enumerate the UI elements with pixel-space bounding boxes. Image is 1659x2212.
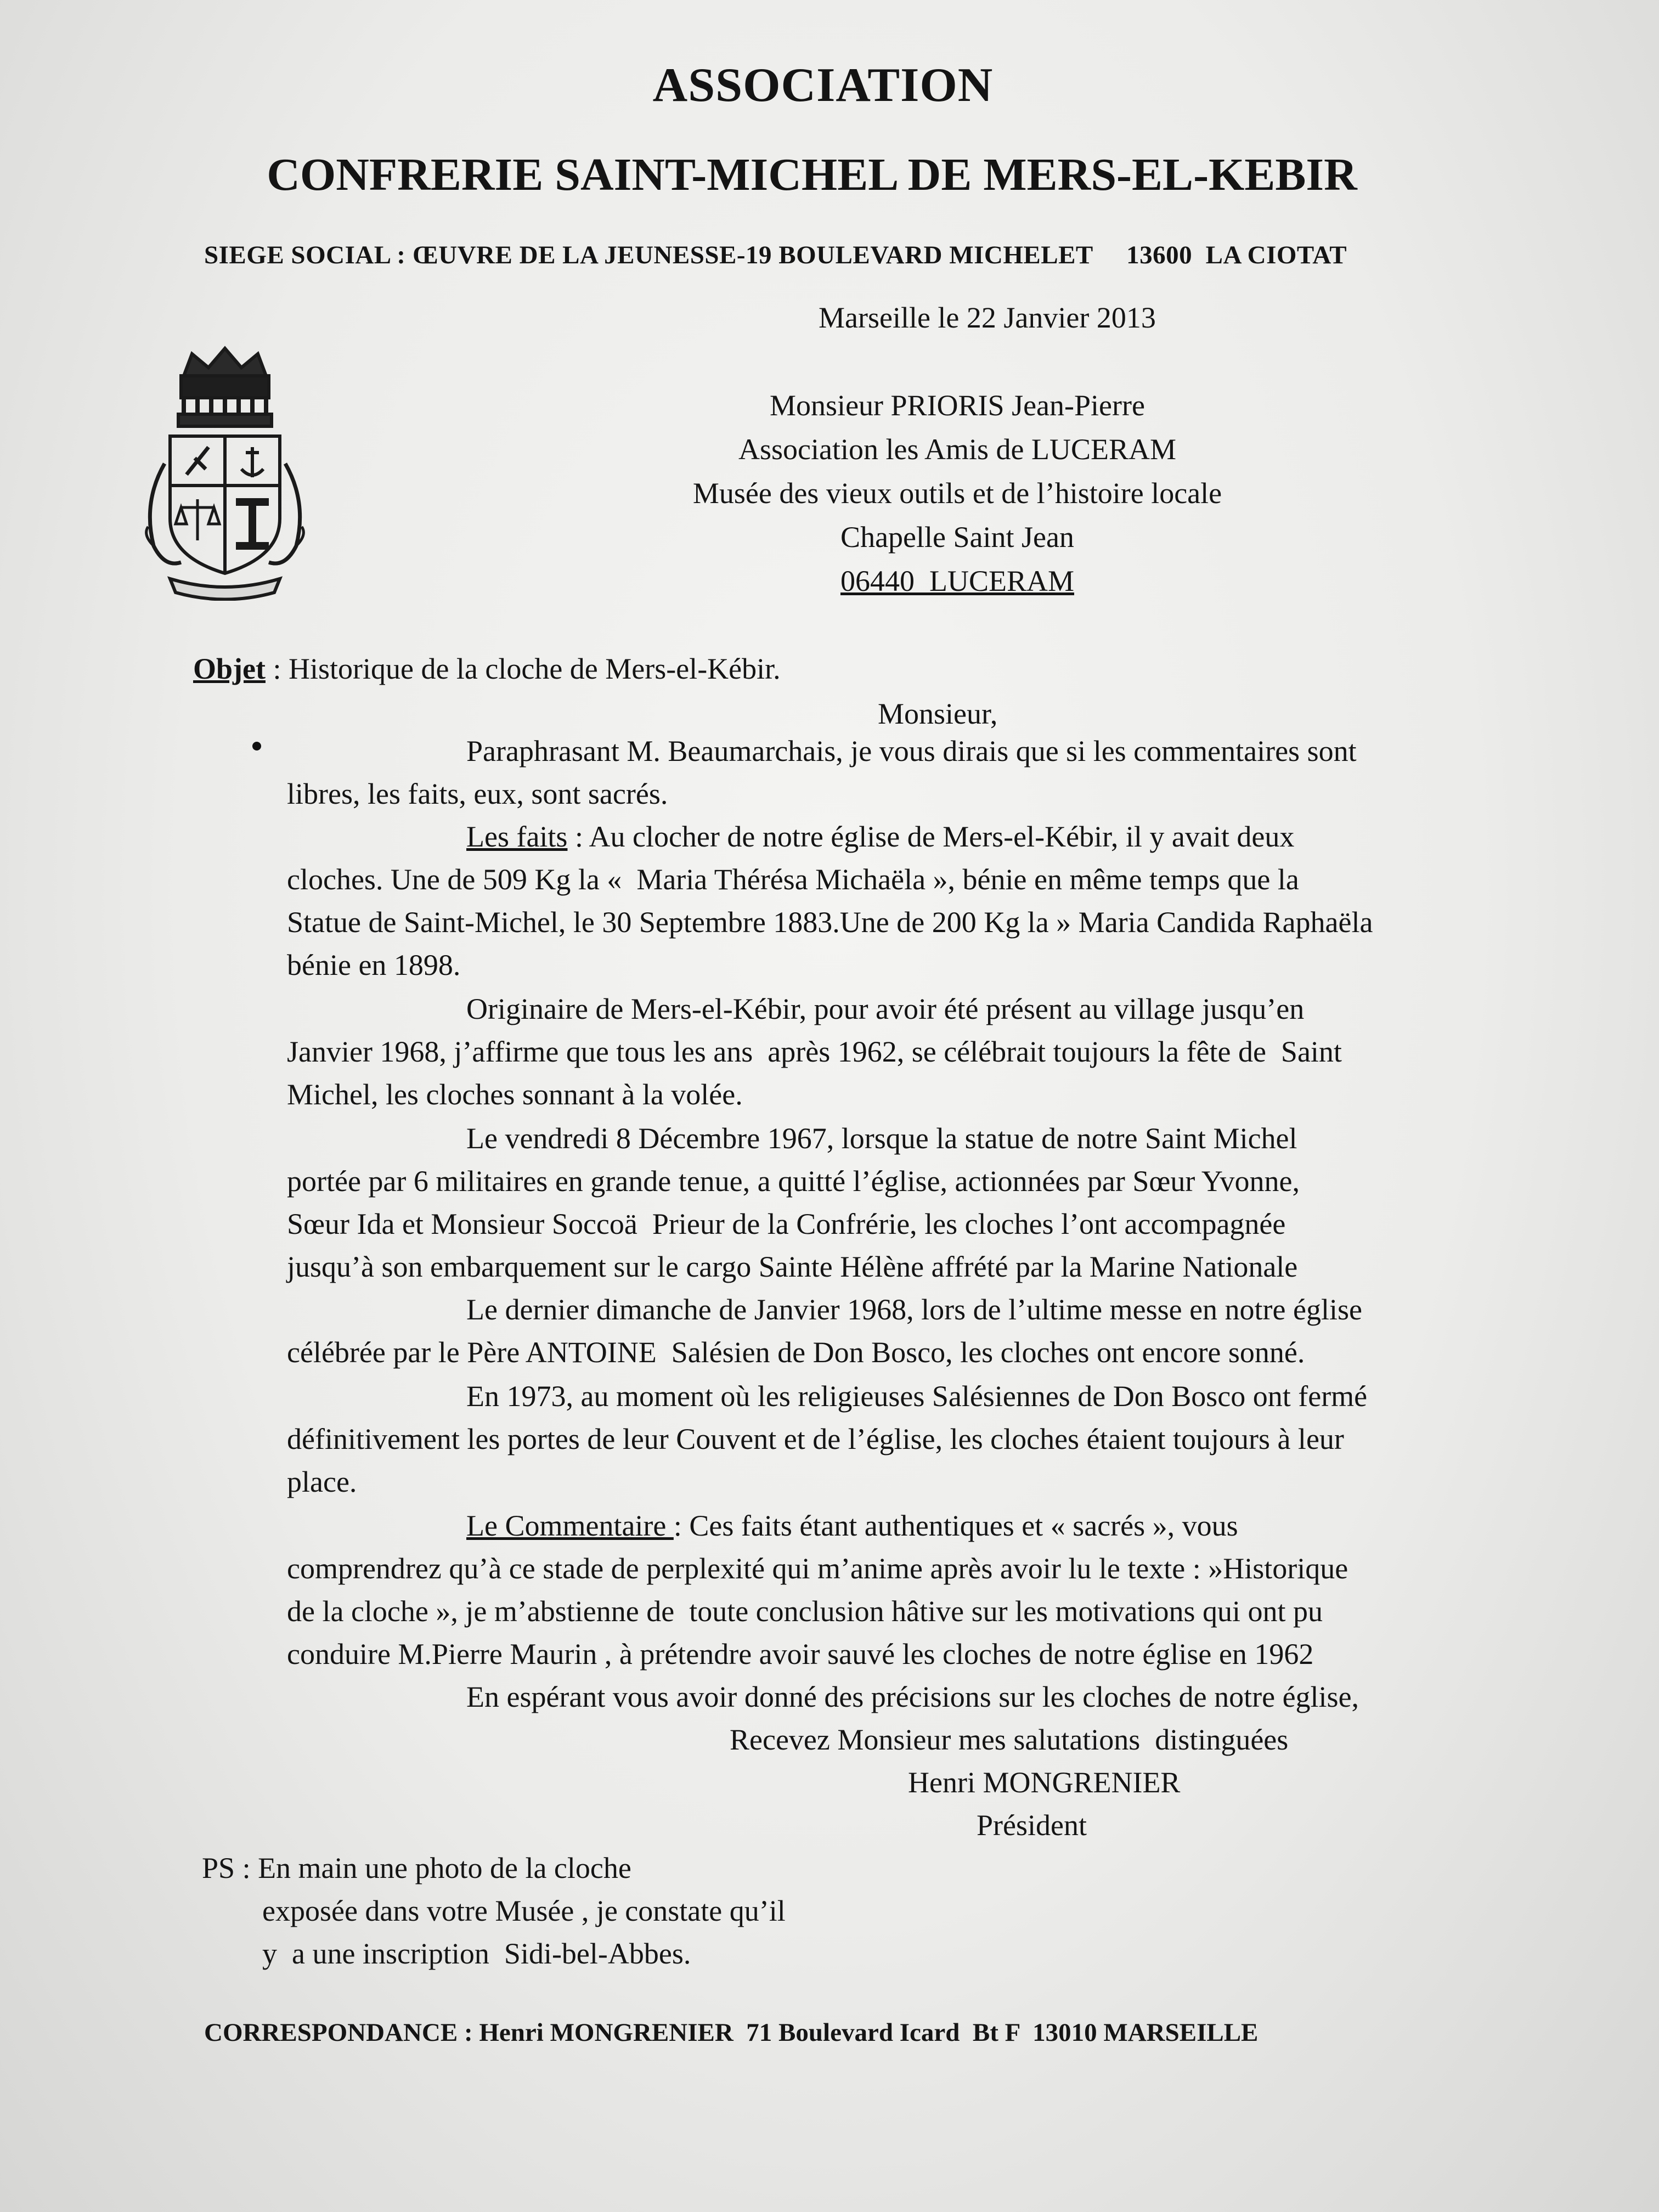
body-line: Janvier 1968, j’affirme que tous les ans après 1962, se célébrait toujours la fête de Saint [287,1035,1342,1068]
object-text: : Historique de la cloche de Mers-el-Kébir. [265,652,781,685]
body-line: conduire M.Pierre Maurin , à prétendre avoir sauvé les cloches de notre église en 1962 [287,1638,1314,1671]
signatory-role: Président [977,1809,1087,1842]
body-line: comprendrez qu’à ce stade de perplexité qui m’anime après avoir lu le texte : »Historique [287,1552,1348,1585]
body-line: Paraphrasant M. Beaumarchais, je vous dirais que si les commentaires sont [466,735,1357,768]
confrerie-title: CONFRERIE SAINT-MICHEL DE MERS-EL-KEBIR [267,149,1357,200]
body-line: Le vendredi 8 Décembre 1967, lorsque la statue de notre Saint Michel [466,1122,1297,1155]
ps-line: y a une inscription Sidi-bel-Abbes. [262,1937,691,1970]
salutation: Monsieur, [878,697,998,730]
body-line: de la cloche », je m’abstienne de toute conclusion hâtive sur les motivations qui ont pu [287,1595,1323,1628]
body-line: En 1973, au moment où les religieuses Salésiennes de Don Bosco ont fermé [466,1380,1368,1413]
body-line: place. [287,1465,357,1498]
siege-social: SIEGE SOCIAL : ŒUVRE DE LA JEUNESSE-19 BOULEVARD MICHELET 13600 LA CIOTAT [204,241,1347,269]
recipient-museum: Musée des vieux outils et de l’histoire locale [692,477,1222,510]
body-line: célébrée par le Père ANTOINE Salésien de Don Bosco, les cloches ont encore sonné. [287,1336,1305,1369]
coat-of-arms-icon [132,337,318,601]
body-line: cloches. Une de 509 Kg la « Maria Thérésa Michaëla », bénie en même temps que la [287,863,1299,896]
correspondence-footer: CORRESPONDANCE : Henri MONGRENIER 71 Boulevard Icard Bt F 13010 MARSEILLE [204,2018,1259,2047]
body-line: Michel, les cloches sonnant à la volée. [287,1078,743,1111]
body-line: En espérant vous avoir donné des précisions sur les cloches de notre église, [466,1680,1359,1713]
body-line: portée par 6 militaires en grande tenue, a quitté l’église, actionnées par Sœur Yvonne, [287,1165,1300,1198]
body-line [466,1504,1238,1547]
faits-label: Les faits [466,820,568,853]
body-line: Statue de Saint-Michel, le 30 Septembre 1883.Une de 200 Kg la » Maria Candida Raphaëla [287,906,1373,939]
body-line: Le dernier dimanche de Janvier 1968, lors de l’ultime messe en notre église [466,1293,1362,1326]
body-line: Originaire de Mers-el-Kébir, pour avoir été présent au village jusqu’en [466,992,1305,1025]
body-line [466,815,1294,858]
association-title: ASSOCIATION [652,59,994,112]
closing-formula: Recevez Monsieur mes salutations distinguées [730,1723,1289,1756]
ps-line: exposée dans votre Musée , je constate qu’il [262,1894,786,1927]
commentaire-label: Le Commentaire [466,1509,674,1542]
commentaire-text: : Ces faits étant authentiques et « sacrés », vous [673,1509,1238,1542]
body-line: bénie en 1898. [287,949,461,981]
faits-text: : Au clocher de notre église de Mers-el-Kébir, il y avait deux [567,820,1295,853]
recipient-name: Monsieur PRIORIS Jean-Pierre [770,389,1145,422]
letter-date: Marseille le 22 Janvier 2013 [819,301,1156,334]
ps-line: PS : En main une photo de la cloche [202,1852,631,1884]
object-label: Objet [193,652,266,685]
recipient-association: Association les Amis de LUCERAM [738,433,1176,466]
body-line: libres, les faits, eux, sont sacrés. [287,777,668,810]
body-line: Sœur Ida et Monsieur Soccoä Prieur de la Confrérie, les cloches l’ont accompagnée [287,1207,1286,1240]
recipient-chapel: Chapelle Saint Jean [840,521,1074,554]
signatory-name: Henri MONGRENIER [908,1766,1181,1799]
recipient-postcode: 06440 LUCERAM [840,565,1074,597]
body-line: définitivement les portes de leur Couvent et de l’église, les cloches étaient toujours à leur [287,1423,1344,1455]
object-line [193,647,781,690]
body-line: jusqu’à son embarquement sur le cargo Sainte Hélène affrété par la Marine Nationale [287,1250,1298,1283]
bullet-mark [252,742,261,751]
